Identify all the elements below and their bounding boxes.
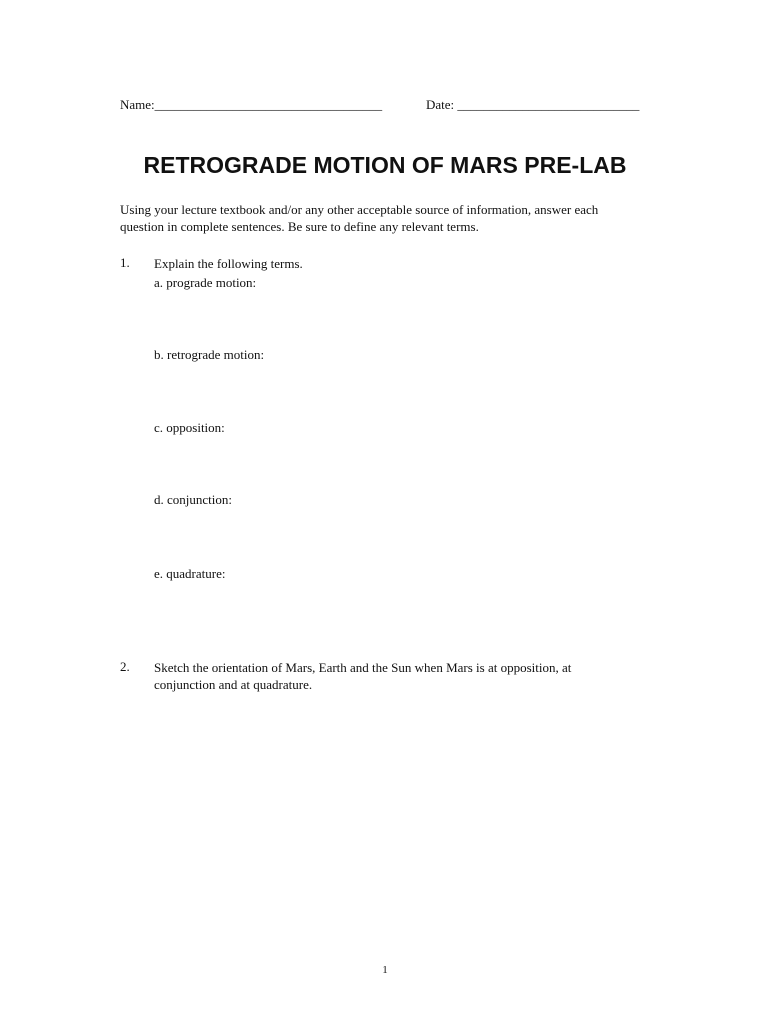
term-retrograde-motion: b. retrograde motion: xyxy=(154,347,265,362)
instructions-line-2: question in complete sentences. Be sure to define any relevant terms. xyxy=(120,219,479,234)
question-2-text xyxy=(154,659,654,693)
question-2-line-2: conjunction and at quadrature. xyxy=(154,677,313,692)
term-conjunction: d. conjunction: xyxy=(154,492,232,507)
question-2-line-1: Sketch the orientation of Mars, Earth and the Sun when Mars is at opposition, at xyxy=(154,660,572,675)
date-field-line: Date: ____________________________ xyxy=(426,97,640,112)
question-1-text: Explain the following terms. xyxy=(154,256,303,271)
term-prograde-motion: a. prograde motion: xyxy=(154,275,257,290)
name-field-line: Name:___________________________________ xyxy=(120,97,383,112)
page-title: RETROGRADE MOTION OF MARS PRE-LAB xyxy=(143,152,627,178)
instructions-paragraph xyxy=(120,201,660,235)
question-1-number: 1. xyxy=(120,255,130,270)
question-2-number: 2. xyxy=(120,659,130,674)
page-number: 1 xyxy=(382,964,388,976)
term-opposition: c. opposition: xyxy=(154,420,225,435)
term-quadrature: e. quadrature: xyxy=(154,566,226,581)
instructions-line-1: Using your lecture textbook and/or any other acceptable source of information, answer each xyxy=(120,202,599,217)
